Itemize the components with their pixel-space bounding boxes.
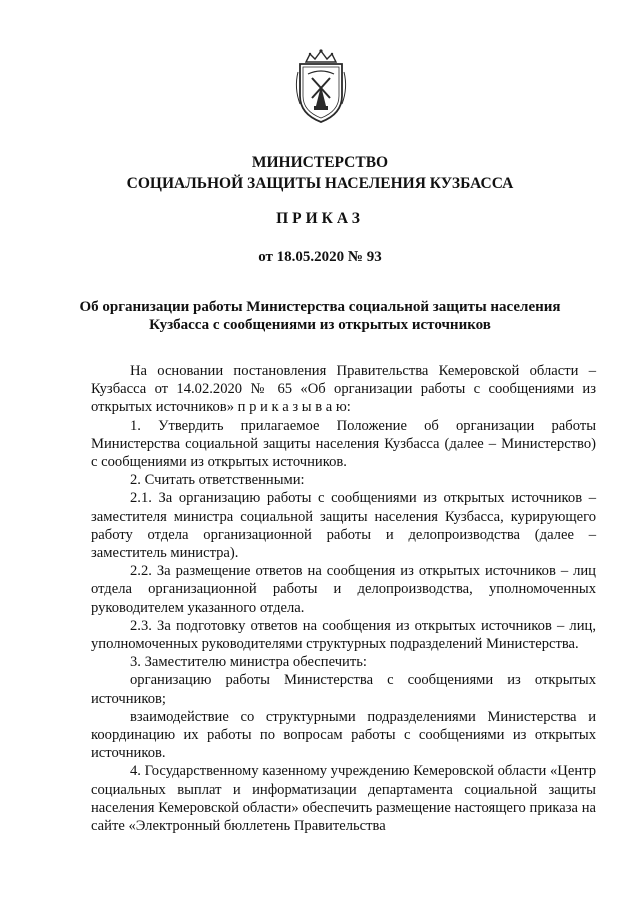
paragraph-4: 4. Государственному казенному учреждению Кемеровской области «Центр социальных выплат и информатизации департамента социальной защиты населения Кемеровской области» обеспечить размещение настоящего приказа на сайте «Электронный бюллетень Правительства — [91, 763, 596, 835]
paragraph-2-1: 2.1. За организацию работы с сообщениями из открытых источников – заместителя министра социальной защиты населения Кузбасса, курирующего работу отдела организационной работы и делопроизводства (далее – заместитель министра). — [91, 490, 596, 562]
paragraph-3: 3. Заместителю министра обеспечить: — [130, 654, 367, 671]
paragraph-2-3: 2.3. За подготовку ответов на сообщения из открытых источников – лиц, уполномоченных руководителями структурных подразделений Министерства. — [91, 617, 596, 653]
subject-line-2: Кузбасса с сообщениями из открытых источников — [149, 317, 491, 333]
subject-line-1: Об организации работы Министерства социальной защиты населения — [79, 299, 561, 315]
paragraph-basis: На основании постановления Правительства Кемеровской области – Кузбасса от 14.02.2020 № 65 «Об организации работы с сообщениями из открытых источников» п р и к а з ы в а ю: — [91, 363, 596, 416]
order-subject — [0, 298, 640, 334]
paragraph-3-item-2: взаимодействие со структурными подразделениями Министерства и координацию их работы по вопросам работы с сообщениями из открытых источников. — [91, 708, 596, 762]
order-title: ПРИКАЗ — [276, 210, 364, 227]
paragraph-2-2: 2.2. За размещение ответов на сообщения из открытых источников – лиц отдела организационной работы и делопроизводства, уполномоченных руководителем указанного отдела. — [91, 563, 596, 616]
ministry-line-2: СОЦИАЛЬНОЙ ЗАЩИТЫ НАСЕЛЕНИЯ КУЗБАССА — [126, 175, 514, 192]
order-body — [91, 362, 596, 835]
paragraph-3-item-1: организацию работы Министерства с сообщениями из открытых источников; — [91, 672, 596, 707]
paragraph-1: 1. Утвердить прилагаемое Положение об организации работы Министерства социальной защиты населения Кузбасса (далее – Министерство) с сообщениями из открытых источников. — [91, 417, 596, 471]
paragraph-2: 2. Считать ответственными: — [130, 472, 305, 489]
coat-of-arms-icon — [292, 48, 350, 125]
ministry-name — [0, 152, 640, 194]
order-date: от 18.05.2020 № 93 — [258, 249, 382, 265]
ministry-line-1: МИНИСТЕРСТВО — [251, 154, 389, 171]
